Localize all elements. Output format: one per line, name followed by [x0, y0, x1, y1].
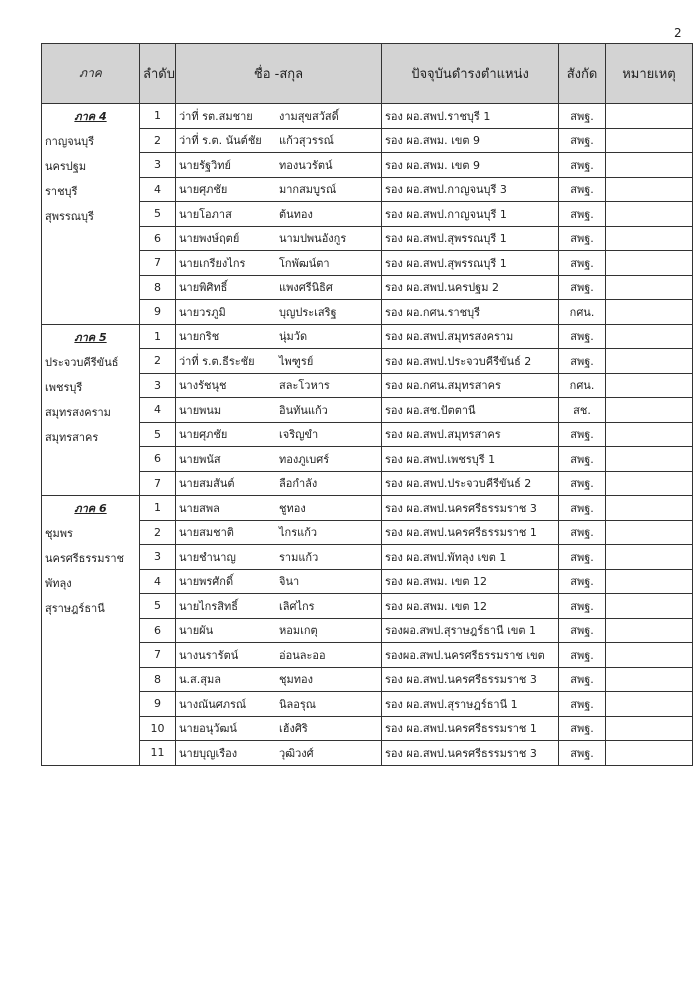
name-cell [176, 496, 382, 521]
position-cell: รอง ผอ.สพป.นครศรีธรรมราช 3 [382, 496, 559, 521]
position-cell: รอง ผอ.สพป.สมุทรสาคร [382, 422, 559, 447]
first-name: นายบุญเรือง [179, 746, 238, 760]
last-name: ทองภูเบศร์ [279, 452, 330, 466]
position-cell: รองผอ.สพป.สุราษฎร์ธานี เขต 1 [382, 618, 559, 643]
header-seq: ลำดับ [140, 44, 176, 104]
last-name: รามแก้ว [279, 550, 319, 564]
table-row [42, 177, 693, 202]
remark-cell [606, 104, 693, 129]
position-cell: รอง ผอ.สพป.พัทลุง เขต 1 [382, 545, 559, 570]
region-cell [42, 104, 140, 325]
last-name: วุฒิวงศ์ [279, 746, 314, 760]
province-name: สุพรรณบุรี [45, 210, 94, 223]
position-cell: รอง ผอ.สพป.นครศรีธรรมราช 1 [382, 520, 559, 545]
affiliation-cell: สพฐ. [559, 349, 606, 374]
seq-cell: 1 [140, 496, 176, 521]
table-row [42, 324, 693, 349]
header-position: ปัจจุบันดำรงตำแหน่ง [382, 44, 559, 104]
affiliation-cell: สพฐ. [559, 153, 606, 178]
seq-cell: 7 [140, 643, 176, 668]
seq-cell: 5 [140, 422, 176, 447]
seq-cell: 3 [140, 373, 176, 398]
table-row [42, 300, 693, 325]
last-name: โกพัฒน์ตา [279, 256, 330, 270]
affiliation-cell: สพฐ. [559, 643, 606, 668]
name-cell [176, 594, 382, 619]
first-name: นายกริช [179, 330, 220, 344]
remark-cell [606, 520, 693, 545]
first-name: นายพงษ์ฤตย์ [179, 232, 240, 246]
province-name: เพชรบุรี [45, 380, 83, 394]
remark-cell [606, 422, 693, 447]
name-cell [176, 226, 382, 251]
affiliation-cell: สพฐ. [559, 104, 606, 129]
last-name: อินทันแก้ว [279, 403, 328, 417]
roster-table [41, 43, 693, 766]
name-cell [176, 398, 382, 423]
first-name: นายโอภาส [179, 207, 232, 221]
affiliation-cell: สพฐ. [559, 594, 606, 619]
last-name: ไพฑูรย์ [279, 354, 314, 368]
last-name: เลิศไกร [279, 599, 315, 613]
table-row [42, 349, 693, 374]
first-name: นายชำนาญ [179, 550, 236, 564]
last-name: งามสุขสวัสดิ์ [279, 109, 339, 123]
first-name: นายรัฐวิทย์ [179, 158, 231, 172]
first-name: นางนรารัตน์ [179, 648, 239, 662]
table-row [42, 667, 693, 692]
table-row [42, 716, 693, 741]
region-title: ภาค 4 [74, 110, 107, 123]
page-number: 2 [674, 26, 682, 40]
seq-cell: 3 [140, 153, 176, 178]
province-name: ชุมพร [45, 527, 73, 540]
affiliation-cell: สพฐ. [559, 716, 606, 741]
remark-cell [606, 202, 693, 227]
affiliation-cell: สพฐ. [559, 667, 606, 692]
first-name: นายพิศิทธิ์ [179, 281, 228, 295]
remark-cell [606, 741, 693, 766]
remark-cell [606, 716, 693, 741]
affiliation-cell: สพฐ. [559, 226, 606, 251]
seq-cell: 9 [140, 692, 176, 717]
first-name: นายสมชาติ [179, 526, 234, 540]
remark-cell [606, 471, 693, 496]
first-name: นายพนม [179, 403, 222, 417]
first-name: นายเกรียงไกร [179, 256, 246, 270]
last-name: นิลอรุณ [279, 697, 316, 711]
last-name: ทองนวรัตน์ [279, 158, 333, 172]
position-cell: รอง ผอ.สพม. เขต 12 [382, 594, 559, 619]
table-row [42, 643, 693, 668]
province-name: นครศรีธรรมราช [45, 552, 125, 565]
last-name: นุ่มวัด [279, 330, 308, 344]
position-cell: รอง ผอ.สพป.เพชรบุรี 1 [382, 447, 559, 472]
header-region: ภาค [42, 44, 140, 104]
last-name: จินา [279, 575, 300, 589]
name-cell [176, 447, 382, 472]
province-name: กาญจนบุรี [45, 135, 95, 148]
name-cell [176, 300, 382, 325]
last-name: หอมเกตุ [279, 624, 318, 638]
seq-cell: 8 [140, 667, 176, 692]
province-name: สมุทรสาคร [45, 430, 99, 444]
header-remark: หมายเหตุ [606, 44, 693, 104]
position-cell: รอง ผอ.กศน.ราชบุรี [382, 300, 559, 325]
province-name: สุราษฎร์ธานี [45, 602, 105, 615]
remark-cell [606, 447, 693, 472]
name-cell [176, 569, 382, 594]
name-cell [176, 545, 382, 570]
affiliation-cell: สพฐ. [559, 447, 606, 472]
position-cell: รอง ผอ.สพป.ประจวบคีรีขันธ์ 2 [382, 471, 559, 496]
first-name: น.ส.สุมล [179, 673, 221, 687]
province-name: ราชบุรี [45, 185, 78, 198]
last-name: ชุมทอง [279, 673, 313, 687]
position-cell: รอง ผอ.สพป.นครศรีธรรมราช 3 [382, 741, 559, 766]
name-cell [176, 667, 382, 692]
table-row [42, 226, 693, 251]
seq-cell: 5 [140, 594, 176, 619]
region-title: ภาค 6 [74, 502, 107, 515]
region-cell [42, 496, 140, 766]
last-name: ลือกำลัง [279, 477, 318, 491]
first-name: นายวรภูมิ [179, 305, 226, 319]
roster-body [42, 104, 693, 766]
name-cell [176, 153, 382, 178]
remark-cell [606, 618, 693, 643]
table-row [42, 594, 693, 619]
table-row [42, 618, 693, 643]
table-row [42, 569, 693, 594]
last-name: อ่อนละออ [279, 648, 326, 662]
table-row [42, 398, 693, 423]
seq-cell: 7 [140, 251, 176, 276]
position-cell: รอง ผอ.สพม. เขต 9 [382, 153, 559, 178]
table-row [42, 275, 693, 300]
name-cell [176, 692, 382, 717]
seq-cell: 9 [140, 300, 176, 325]
seq-cell: 4 [140, 569, 176, 594]
seq-cell: 1 [140, 104, 176, 129]
name-cell [176, 275, 382, 300]
first-name: นายศุภชัย [179, 183, 228, 197]
last-name: นามปพนอังกูร [279, 232, 347, 246]
table-row [42, 447, 693, 472]
position-cell: รอง ผอ.สพป.สุพรรณบุรี 1 [382, 226, 559, 251]
name-cell [176, 202, 382, 227]
affiliation-cell: สพฐ. [559, 545, 606, 570]
last-name: แพงศรีนิธิศ [279, 281, 333, 295]
table-row [42, 251, 693, 276]
last-name: สละโวหาร [279, 379, 330, 393]
first-name: นางณันศภรณ์ [179, 697, 247, 711]
seq-cell: 6 [140, 447, 176, 472]
remark-cell [606, 667, 693, 692]
province-name: สมุทรสงคราม [45, 405, 111, 419]
affiliation-cell: สพฐ. [559, 275, 606, 300]
affiliation-cell: สพฐ. [559, 324, 606, 349]
position-cell: รอง ผอ.สพป.ประจวบคีรีขันธ์ 2 [382, 349, 559, 374]
remark-cell [606, 398, 693, 423]
province-name: พัทลุง [45, 577, 72, 590]
province-name: ประจวบคีรีขันธ์ [45, 355, 119, 369]
seq-cell: 7 [140, 471, 176, 496]
position-cell: รอง ผอ.สพป.สุราษฎร์ธานี 1 [382, 692, 559, 717]
table-row [42, 153, 693, 178]
first-name: ว่าที่ ร.ต. นันต์ชัย [179, 134, 262, 148]
name-cell [176, 643, 382, 668]
remark-cell [606, 545, 693, 570]
seq-cell: 4 [140, 398, 176, 423]
seq-cell: 2 [140, 128, 176, 153]
name-cell [176, 422, 382, 447]
seq-cell: 10 [140, 716, 176, 741]
last-name: มากสมบูรณ์ [279, 183, 337, 197]
name-cell [176, 251, 382, 276]
seq-cell: 1 [140, 324, 176, 349]
remark-cell [606, 128, 693, 153]
remark-cell [606, 373, 693, 398]
seq-cell: 11 [140, 741, 176, 766]
remark-cell [606, 324, 693, 349]
last-name: ชูทอง [279, 501, 306, 515]
name-cell [176, 349, 382, 374]
seq-cell: 5 [140, 202, 176, 227]
last-name: เจริญขำ [279, 428, 319, 442]
position-cell: รอง ผอ.สพป.นครศรีธรรมราช 1 [382, 716, 559, 741]
remark-cell [606, 251, 693, 276]
seq-cell: 3 [140, 545, 176, 570]
seq-cell: 6 [140, 226, 176, 251]
remark-cell [606, 226, 693, 251]
table-row [42, 422, 693, 447]
first-name: นายไกรสิทธิ์ [179, 599, 238, 613]
last-name: แก้วสุวรรณ์ [279, 134, 334, 148]
name-cell [176, 716, 382, 741]
affiliation-cell: สพฐ. [559, 202, 606, 227]
header-affiliation: สังกัด [559, 44, 606, 104]
affiliation-cell: สช. [559, 398, 606, 423]
remark-cell [606, 300, 693, 325]
affiliation-cell: สพฐ. [559, 251, 606, 276]
position-cell: รอง ผอ.สพป.ราชบุรี 1 [382, 104, 559, 129]
seq-cell: 2 [140, 349, 176, 374]
remark-cell [606, 153, 693, 178]
first-name: นางรัชนุช [179, 379, 227, 393]
table-row [42, 692, 693, 717]
position-cell: รอง ผอ.สพป.นครศรีธรรมราช 3 [382, 667, 559, 692]
last-name: ต้นทอง [279, 207, 313, 221]
remark-cell [606, 643, 693, 668]
name-cell [176, 104, 382, 129]
position-cell: รอง ผอ.สพป.นครปฐม 2 [382, 275, 559, 300]
last-name: เฮ้งศิริ [279, 722, 308, 736]
first-name: นายผัน [179, 624, 214, 638]
affiliation-cell: กศน. [559, 373, 606, 398]
table-row [42, 104, 693, 129]
position-cell: รอง ผอ.สพป.กาญจนบุรี 3 [382, 177, 559, 202]
name-cell [176, 471, 382, 496]
first-name: นายศุภชัย [179, 428, 228, 442]
seq-cell: 4 [140, 177, 176, 202]
name-cell [176, 324, 382, 349]
remark-cell [606, 349, 693, 374]
name-cell [176, 618, 382, 643]
position-cell: รอง ผอ.สพม. เขต 9 [382, 128, 559, 153]
remark-cell [606, 496, 693, 521]
remark-cell [606, 569, 693, 594]
affiliation-cell: สพฐ. [559, 177, 606, 202]
name-cell [176, 373, 382, 398]
table-row [42, 373, 693, 398]
affiliation-cell: กศน. [559, 300, 606, 325]
remark-cell [606, 594, 693, 619]
remark-cell [606, 177, 693, 202]
affiliation-cell: สพฐ. [559, 520, 606, 545]
position-cell: รอง ผอ.สพป.กาญจนบุรี 1 [382, 202, 559, 227]
seq-cell: 6 [140, 618, 176, 643]
first-name: นายสพล [179, 501, 220, 515]
affiliation-cell: สพฐ. [559, 569, 606, 594]
last-name: ไกรแก้ว [279, 526, 318, 540]
remark-cell [606, 275, 693, 300]
affiliation-cell: สพฐ. [559, 496, 606, 521]
first-name: นายพนัส [179, 452, 221, 466]
table-row [42, 496, 693, 521]
table-row [42, 128, 693, 153]
header-row [42, 44, 693, 104]
name-cell [176, 128, 382, 153]
table-row [42, 471, 693, 496]
first-name: นายอนุวัฒน์ [179, 722, 237, 736]
seq-cell: 8 [140, 275, 176, 300]
position-cell: รอง ผอ.สช.ปัตตานี [382, 398, 559, 423]
table-row [42, 545, 693, 570]
first-name: นายพรศักดิ์ [179, 575, 234, 589]
name-cell [176, 741, 382, 766]
seq-cell: 2 [140, 520, 176, 545]
name-cell [176, 520, 382, 545]
table-row [42, 202, 693, 227]
last-name: บุญประเสริฐ [279, 305, 337, 319]
name-cell [176, 177, 382, 202]
table-row [42, 520, 693, 545]
position-cell: รอง ผอ.สพม. เขต 12 [382, 569, 559, 594]
province-name: นครปฐม [45, 160, 87, 173]
region-cell [42, 324, 140, 496]
affiliation-cell: สพฐ. [559, 618, 606, 643]
affiliation-cell: สพฐ. [559, 692, 606, 717]
position-cell: รอง ผอ.กศน.สมุทรสาคร [382, 373, 559, 398]
region-title: ภาค 5 [74, 330, 107, 344]
first-name: ว่าที่ ร.ต.ธีระชัย [179, 354, 255, 368]
affiliation-cell: สพฐ. [559, 422, 606, 447]
position-cell: รองผอ.สพป.นครศรีธรรมราช เขต [382, 643, 559, 668]
remark-cell [606, 692, 693, 717]
position-cell: รอง ผอ.สพป.สมุทรสงคราม [382, 324, 559, 349]
affiliation-cell: สพฐ. [559, 471, 606, 496]
first-name: ว่าที่ รต.สมชาย [179, 109, 253, 123]
header-name: ชื่อ -สกุล [176, 44, 382, 104]
first-name: นายสมสันต์ [179, 477, 235, 491]
affiliation-cell: สพฐ. [559, 741, 606, 766]
position-cell: รอง ผอ.สพป.สุพรรณบุรี 1 [382, 251, 559, 276]
table-row [42, 741, 693, 766]
affiliation-cell: สพฐ. [559, 128, 606, 153]
